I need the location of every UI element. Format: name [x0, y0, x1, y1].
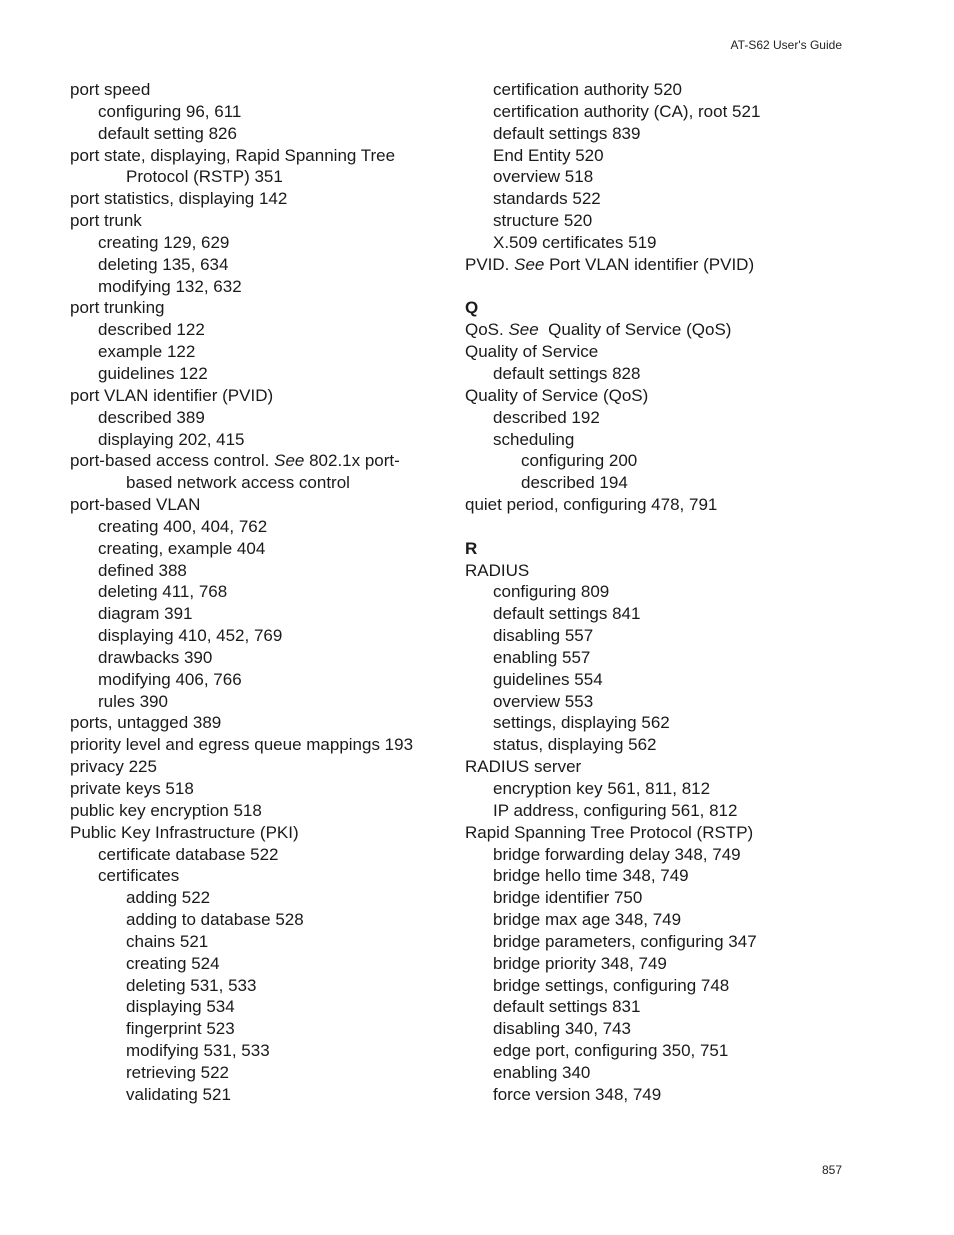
entry-text: port trunk — [70, 211, 142, 231]
entry-text: displaying 534 — [126, 997, 235, 1017]
index-entry — [465, 494, 885, 516]
index-entry — [70, 297, 450, 319]
entry-text: chains 521 — [126, 931, 209, 951]
index-entry — [70, 319, 450, 341]
index-entry — [70, 909, 450, 931]
index-entry — [70, 407, 450, 429]
entry-text: drawbacks 390 — [98, 647, 213, 667]
index-entry — [465, 101, 885, 123]
index-entry — [465, 188, 885, 210]
entry-text: creating, example 404 — [98, 538, 266, 558]
index-entry — [465, 166, 885, 188]
index-entry — [70, 188, 450, 210]
entry-text: ports, untagged 389 — [70, 713, 222, 733]
see-target: 802.1x port- — [304, 451, 400, 471]
index-entry — [465, 145, 885, 167]
index-entry — [465, 647, 885, 669]
entry-text: enabling 557 — [493, 647, 591, 667]
index-entry — [70, 472, 450, 494]
entry-text: creating 524 — [126, 953, 220, 973]
entry-text: overview 518 — [493, 167, 594, 187]
index-entry — [70, 210, 450, 232]
entry-text: modifying 406, 766 — [98, 669, 242, 689]
entry-text: configuring 809 — [493, 582, 610, 602]
index-entry — [70, 756, 450, 778]
index-entry — [70, 800, 450, 822]
see-reference: See — [508, 320, 539, 340]
index-entry — [70, 778, 450, 800]
index-entry — [465, 778, 885, 800]
index-entry — [465, 603, 885, 625]
entry-text: Quality of Service — [465, 342, 599, 362]
index-entry — [70, 276, 450, 298]
index-entry — [465, 254, 885, 276]
entry-text: guidelines 122 — [98, 363, 208, 383]
entry-text: defined 388 — [98, 560, 187, 580]
index-entry — [70, 79, 450, 101]
entry-text: certification authority (CA), root 521 — [493, 101, 761, 121]
entry-text: creating 129, 629 — [98, 232, 230, 252]
see-reference: See — [274, 451, 305, 471]
entry-text: RADIUS — [465, 560, 530, 580]
entry-text: described 192 — [493, 407, 600, 427]
entry-text: example 122 — [98, 342, 196, 362]
index-entry — [465, 996, 885, 1018]
entry-text: bridge forwarding delay 348, 749 — [493, 844, 741, 864]
section-letter — [465, 538, 885, 560]
index-entry — [465, 79, 885, 101]
index-entry — [465, 341, 885, 363]
entry-text: bridge hello time 348, 749 — [493, 866, 689, 886]
index-entry — [70, 669, 450, 691]
index-entry — [465, 953, 885, 975]
section-letter — [465, 297, 885, 319]
index-entry — [465, 450, 885, 472]
index-entry — [465, 909, 885, 931]
entry-text: port VLAN identifier (PVID) — [70, 385, 274, 405]
index-entry — [465, 319, 885, 341]
index-entry — [70, 363, 450, 385]
entry-text: bridge settings, configuring 748 — [493, 975, 730, 995]
index-entry — [70, 123, 450, 145]
entry-text: creating 400, 404, 762 — [98, 516, 268, 536]
see-reference: See — [514, 254, 545, 274]
index-entry — [70, 1062, 450, 1084]
index-entry — [70, 1084, 450, 1106]
entry-text: displaying 410, 452, 769 — [98, 626, 283, 646]
entry-text: encryption key 561, 811, 812 — [493, 779, 711, 798]
index-entry — [465, 734, 885, 756]
entry-text: deleting 135, 634 — [98, 254, 229, 274]
index-column-right — [465, 79, 885, 1106]
index-entry — [465, 625, 885, 647]
entry-text: configuring 96, 611 — [98, 101, 242, 121]
entry-text: private keys 518 — [70, 779, 194, 798]
entry-text: modifying 531, 533 — [126, 1041, 270, 1061]
entry-text: Q — [465, 298, 479, 318]
entry-text: quiet period, configuring 478, 791 — [465, 495, 718, 515]
index-entry — [465, 429, 885, 451]
entry-text: described 194 — [521, 473, 628, 493]
entry-text: structure 520 — [493, 211, 593, 231]
index-entry — [70, 494, 450, 516]
entry-text: edge port, configuring 350, 751 — [493, 1041, 729, 1061]
index-column-left — [70, 79, 450, 1106]
entry-text: certificates — [98, 866, 180, 886]
index-entry — [70, 1040, 450, 1062]
entry-text: deleting 411, 768 — [98, 582, 228, 602]
entry-text: bridge parameters, configuring 347 — [493, 931, 757, 951]
entry-text: rules 390 — [98, 691, 168, 711]
entry-text: adding to database 528 — [126, 910, 304, 930]
entry-text: default settings 841 — [493, 604, 641, 624]
index-entry — [465, 1062, 885, 1084]
index-entry — [70, 887, 450, 909]
entry-text: RADIUS server — [465, 757, 582, 777]
entry-text: described 389 — [98, 407, 205, 427]
entry-text: bridge identifier 750 — [493, 888, 643, 908]
entry-text: displaying 202, 415 — [98, 429, 245, 449]
index-entry — [465, 800, 885, 822]
running-header: AT-S62 User's Guide — [730, 38, 842, 52]
index-entry — [465, 844, 885, 866]
entry-text: PVID. — [465, 254, 515, 274]
entry-text: port-based VLAN — [70, 495, 201, 515]
index-entry — [70, 712, 450, 734]
entry-text: validating 521 — [126, 1084, 231, 1104]
entry-text: default settings 828 — [493, 363, 641, 383]
entry-text: deleting 531, 533 — [126, 975, 257, 995]
index-entry — [70, 341, 450, 363]
index-entry — [70, 538, 450, 560]
entry-text: settings, displaying 562 — [493, 713, 670, 733]
entry-text: status, displaying 562 — [493, 735, 657, 755]
index-entry — [70, 581, 450, 603]
entry-text: force version 348, 749 — [493, 1084, 662, 1104]
index-entry — [465, 385, 885, 407]
entry-text: modifying 132, 632 — [98, 276, 242, 296]
index-entry — [465, 581, 885, 603]
index-entry — [70, 931, 450, 953]
index-entry — [465, 822, 885, 844]
index-entry — [70, 429, 450, 451]
index-entry — [465, 472, 885, 494]
index-entry — [70, 232, 450, 254]
index-entry — [70, 734, 450, 756]
entry-text: privacy 225 — [70, 757, 157, 777]
entry-text: described 122 — [98, 320, 205, 340]
entry-text: overview 553 — [493, 691, 594, 711]
entry-text: Rapid Spanning Tree Protocol (RSTP) — [465, 822, 754, 842]
index-entry — [70, 647, 450, 669]
entry-text: bridge priority 348, 749 — [493, 953, 667, 973]
entry-text: enabling 340 — [493, 1062, 591, 1082]
entry-text: QoS. — [465, 320, 509, 340]
index-entry — [70, 560, 450, 582]
index-entry — [70, 603, 450, 625]
entry-text: guidelines 554 — [493, 669, 603, 689]
entry-text: adding 522 — [126, 888, 211, 908]
entry-text: default settings 839 — [493, 123, 641, 143]
entry-text: disabling 340, 743 — [493, 1019, 632, 1039]
entry-text: port-based access control. — [70, 451, 275, 471]
entry-text: standards 522 — [493, 189, 601, 209]
entry-text: default settings 831 — [493, 997, 641, 1017]
entry-text: X.509 certificates 519 — [493, 232, 657, 252]
entry-text: R — [465, 538, 478, 558]
entry-text: port statistics, displaying 142 — [70, 189, 288, 209]
index-entry — [70, 822, 450, 844]
index-entry — [70, 865, 450, 887]
index-entry — [70, 691, 450, 713]
entry-text: priority level and egress queue mappings 193 — [70, 735, 414, 755]
see-target: Port VLAN identifier (PVID) — [544, 254, 755, 274]
index-entry — [465, 232, 885, 254]
entry-text: retrieving 522 — [126, 1062, 230, 1082]
entry-text: fingerprint 523 — [126, 1019, 235, 1039]
index-entry — [465, 363, 885, 385]
index-entry — [70, 1018, 450, 1040]
entry-text: bridge max age 348, 749 — [493, 910, 682, 930]
index-entry — [465, 560, 885, 582]
index-entry — [465, 123, 885, 145]
entry-text: port speed — [70, 80, 151, 99]
index-entry — [70, 166, 450, 188]
entry-text: diagram 391 — [98, 604, 193, 624]
entry-text: End Entity 520 — [493, 145, 604, 165]
entry-text: Public Key Infrastructure (PKI) — [70, 822, 299, 842]
entry-text: certification authority 520 — [493, 80, 682, 99]
entry-text: port state, displaying, Rapid Spanning Tree — [70, 145, 396, 165]
index-entry — [465, 691, 885, 713]
section-gap — [465, 516, 885, 538]
entry-text: Quality of Service (QoS) — [465, 385, 649, 405]
entry-text: Protocol (RSTP) 351 — [126, 167, 283, 187]
entry-text: certificate database 522 — [98, 844, 279, 864]
index-entry — [70, 101, 450, 123]
index-entry — [70, 516, 450, 538]
entry-text: based network access control — [126, 473, 350, 493]
index-entry — [70, 844, 450, 866]
entry-text: public key encryption 518 — [70, 800, 262, 820]
section-gap — [465, 276, 885, 298]
entry-text: default setting 826 — [98, 123, 237, 143]
page-number: 857 — [821, 1163, 842, 1177]
index-entry — [465, 210, 885, 232]
index-entry — [465, 712, 885, 734]
index-entry — [70, 625, 450, 647]
entry-text: port trunking — [70, 298, 165, 318]
entry-text: scheduling — [493, 429, 575, 449]
entry-text: IP address, configuring 561, 812 — [493, 800, 738, 820]
index-entry — [70, 145, 450, 167]
index-entry — [70, 975, 450, 997]
index-entry — [465, 865, 885, 887]
index-entry — [70, 385, 450, 407]
entry-text: disabling 557 — [493, 626, 594, 646]
see-target: Quality of Service (QoS) — [538, 320, 732, 340]
index-entry — [465, 407, 885, 429]
index-entry — [465, 975, 885, 997]
index-entry — [70, 450, 450, 472]
index-entry — [465, 931, 885, 953]
index-entry — [465, 1084, 885, 1106]
index-entry — [70, 953, 450, 975]
entry-text: configuring 200 — [521, 451, 638, 471]
index-entry — [465, 669, 885, 691]
index-entry — [465, 1018, 885, 1040]
index-entry — [465, 756, 885, 778]
index-entry — [465, 887, 885, 909]
index-entry — [70, 996, 450, 1018]
index-entry — [465, 1040, 885, 1062]
index-entry — [70, 254, 450, 276]
